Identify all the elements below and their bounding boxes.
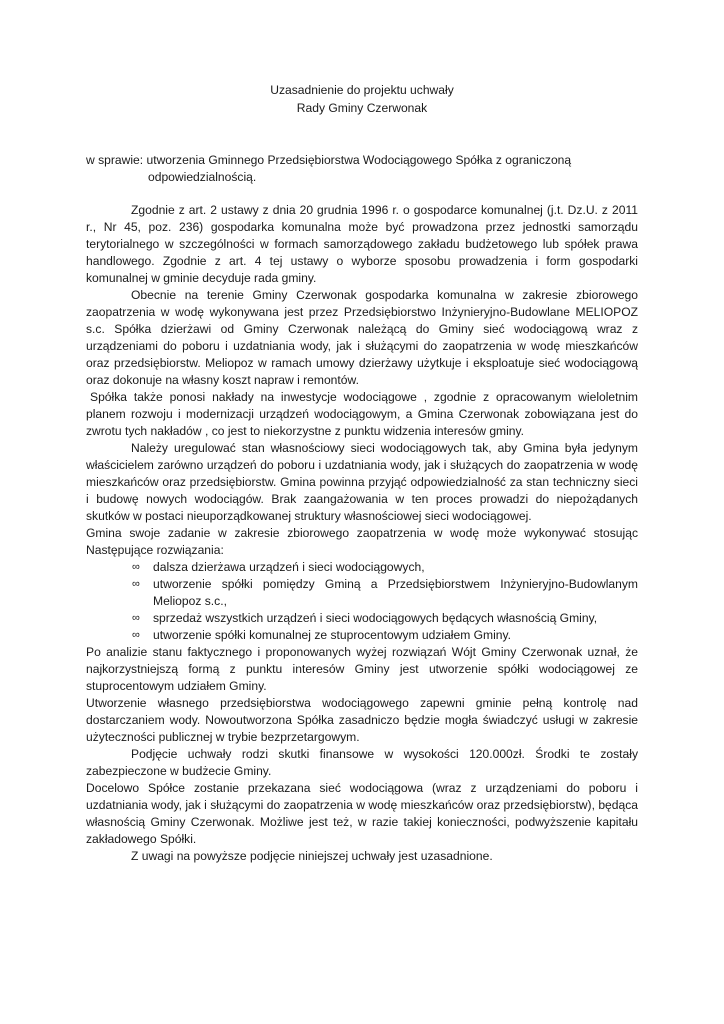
infinity-bullet-icon: ∞	[132, 629, 140, 641]
title-line-2: Rady Gminy Czerwonak	[296, 101, 428, 115]
paragraph-financial: Podjęcie uchwały rodzi skutki finansowe w wysokości 120.000zł. Środki te zostały zabezpieczone w budżecie Gminy.	[86, 747, 638, 778]
subject-line-2: odpowiedzialnością.	[148, 170, 257, 184]
document-title	[0, 82, 724, 118]
infinity-bullet-icon: ∞	[132, 561, 140, 573]
paragraph-investments: Spółka także ponosi nakłady na inwestycje wodociągowe , zgodnie z opracowanym wieloletnim planem rozwoju i modernizacji urządzeń wodociągowym, a Gmina Czerwonak zobowiązana jest do zwrotu tych nakładów , co jest to niekorzystne z punktu widzenia interesów gminy.	[86, 390, 638, 438]
paragraph-transfer: Docelowo Spółce zostanie przekazana sieć wodociągowa (wraz z urządzeniami do poboru i uzdatniania wody, jak i służącymi do zaopatrzenia w wodę mieszkańców oraz przedsiębiorstw), będąca własnością Gminy Czerwonak. Możliwe jest też, w razie takiej konieczności, podwyższenie kapitału zakładowego Spółki.	[86, 781, 638, 846]
paragraph-current-state: Obecnie na terenie Gminy Czerwonak gospodarka komunalna w zakresie zbiorowego zaopatrzenia w wodę wykonywana jest przez Przedsiębiorstwo Inżynieryjno-Budowlane MELIOPOZ s.c. Spółka dzierżawi od Gminy Czerwonak należącą do Gminy sieć wodociągową wraz z urządzeniami do poboru i uzdatniania wody, jak i służącymi do zaopatrzenia w wodę mieszkańców oraz przedsiębiorstw. Meliopoz w ramach umowy dzierżawy użytkuje i eksploatuje sieć wodociągową oraz dokonuje na własny koszt napraw i remontów.	[86, 288, 638, 387]
document-body	[86, 202, 638, 865]
options-list	[86, 559, 638, 644]
option-text: utworzenie spółki komunalnej ze stuprocentowym udziałem Gminy.	[153, 628, 512, 642]
paragraph-analysis: Po analizie stanu faktycznego i proponowanych wyżej rozwiązań Wójt Gminy Czerwonak uznał, że najkorzystniejszą formą z punktu interesów Gminy jest utworzenie spółki wodociągowej ze stuprocentowym udziałem Gminy.	[86, 645, 638, 693]
subject-line-1: w sprawie: utworzenia Gminnego Przedsiębiorstwa Wodociągowego Spółka z ograniczoną	[86, 153, 572, 167]
paragraph-options-intro: Gmina swoje zadanie w zakresie zbiorowego zaopatrzenia w wodę może wykonywać stosując Następujące rozwiązania:	[86, 526, 638, 557]
infinity-bullet-icon: ∞	[132, 578, 140, 590]
infinity-bullet-icon: ∞	[132, 612, 140, 624]
subject-line	[86, 152, 646, 186]
list-item	[134, 576, 638, 610]
list-item	[134, 627, 638, 644]
paragraph-conclusion: Z uwagi na powyższe podjęcie niniejszej uchwały jest uzasadnione.	[131, 849, 493, 863]
option-text: sprzedaż wszystkich urządzeń i sieci wodociągowych będących własnością Gminy,	[153, 611, 598, 625]
list-item	[134, 610, 638, 627]
paragraph-ownership: Należy uregulować stan własnościowy sieci wodociągowych tak, aby Gmina była jedynym właścicielem zarówno urządzeń do poboru i uzdatniania wody, jak i służących do zaopatrzenia w wodę mieszkańców oraz przedsiębiorstw. Gmina powinna przyjąć odpowiedzialność za stan techniczny sieci i budowę nowych wodociągów. Brak zaangażowania w ten proces prowadzi do niepożądanych skutków w postaci nieuporządkowanej struktury własnościowej sieci wodociągowej.	[86, 441, 638, 523]
option-text: dalsza dzierżawa urządzeń i sieci wodociągowych,	[153, 560, 425, 574]
paragraph-control: Utworzenie własnego przedsiębiorstwa wodociągowego zapewni gminie pełną kontrolę nad dostarczaniem wody. Nowoutworzona Spółka zasadniczo będzie mogła świadczyć usługi w zakresie użyteczności publicznej w trybie bezprzetargowym.	[86, 696, 638, 744]
option-text: utworzenie spółki pomiędzy Gminą a Przedsiębiorstwem Inżynieryjno-Budowlanym Meliopoz s.c.,	[153, 577, 638, 608]
list-item	[134, 559, 638, 576]
title-line-1: Uzasadnienie do projektu uchwały	[270, 83, 454, 97]
paragraph-legal-basis: Zgodnie z art. 2 ustawy z dnia 20 grudnia 1996 r. o gospodarce komunalnej (j.t. Dz.U. z 2011 r., Nr 45, poz. 236) gospodarka komunalna może być prowadzona przez jednostki samorządu terytorialnego w szczególności w formach samorządowego zakładu budżetowego lub spółek prawa handlowego. Zgodnie z art. 4 tej ustawy o wyborze sposobu prowadzenia i form gospodarki komunalnej w gminie decyduje rada gminy.	[86, 203, 638, 285]
